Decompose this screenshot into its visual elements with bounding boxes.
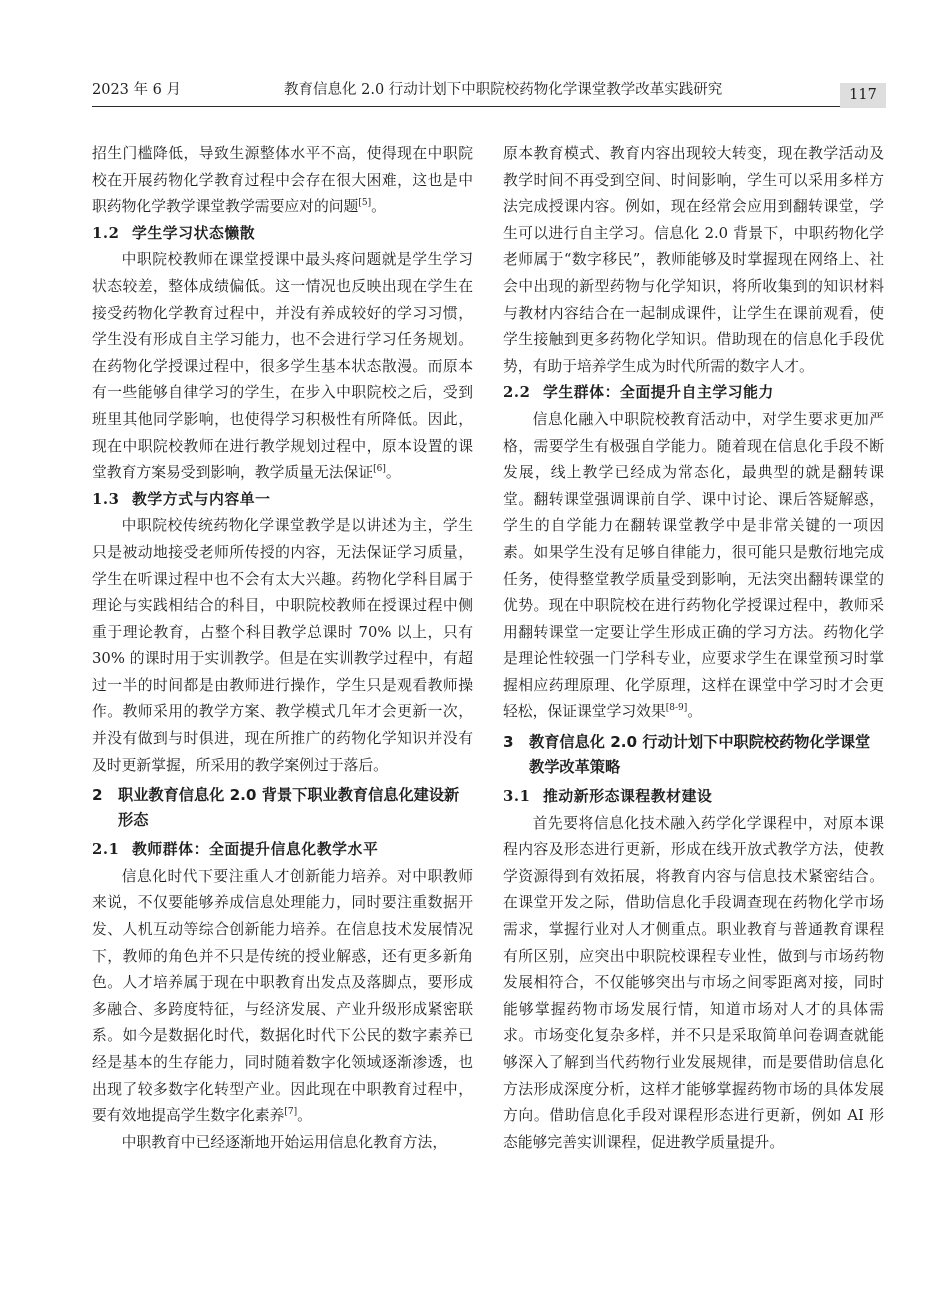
paragraph: 信息化融入中职院校教育活动中，对学生要求更加严格，需要学生有极强自学能力。随着现在信息化手段不断发展，线上教学已经成为常态化，最典型的就是翻转课堂。翻转课堂强调课前自学、课中讨论、课后答疑解惑，学生的自学能力在翻转课堂教学中是非常关键的一项因素。如果学生没有足够自律能力，很可能只是敷衍地完成任务，使得整堂教学质量受到影响，无法突出翻转课堂的优势。现在中职院校在进行药物化学授课过程中，教师采用翻转课堂一定要让学生形成正确的学习方法。药物化学是理论性较强一门学科专业，应要求学生在课堂预习时掌握相应药理原理、化学原理，这样在课堂中学习时才会更轻松，保证课堂学习效果[8-9]。 xyxy=(503,410,884,721)
citation: [5] xyxy=(358,198,372,209)
header-rule xyxy=(92,106,840,107)
section-heading xyxy=(92,221,473,248)
section-heading xyxy=(503,784,884,811)
paragraph-text: 信息化融入中职院校教育活动中，对学生要求更加严格，需要学生有极强自学能力。随着现在信息化手段不断发展，线上教学已经成为常态化，最典型的就是翻转课堂。翻转课堂强调课前自学、课中讨论、课后答疑解惑，学生的自学能力在翻转课堂教学中是非常关键的一项因素。如果学生没有足够自律能力，很可能只是敷衍地完成任务，使得整堂教学质量受到影响，无法突出翻转课堂的优势。现在中职院校在进行药物化学授课过程中，教师采用翻转课堂一定要让学生形成正确的学习方法。药物化学是理论性较强一门学科专业，应要求学生在课堂预习时掌握相应药理原理、化学原理，这样在课堂中学习时才会更轻松，保证课堂学习效果 xyxy=(503,410,884,721)
header-title: 教育信息化 2.0 行动计划下中职院校药物化学课堂教学改革实践研究 xyxy=(284,82,723,98)
section-title: 教师群体：全面提升信息化教学水平 xyxy=(132,841,379,859)
citation: [7] xyxy=(284,1107,298,1118)
chapter-heading xyxy=(92,783,473,833)
section-number: 1.3 xyxy=(92,490,120,508)
chapter-number: 3 xyxy=(503,733,514,752)
page-header xyxy=(0,0,950,112)
section-number: 3.1 xyxy=(503,788,531,806)
right-column xyxy=(503,141,884,1156)
section-title: 教学方式与内容单一 xyxy=(132,490,271,508)
paragraph: 原本教育模式、教育内容出现较大转变，现在教学活动及教学时间不再受到空间、时间影响，学生可以采用多样方法完成授课内容。例如，现在经常会应用到翻转课堂，学生可以进行自主学习。信息化 2.0 背景下，中职药物化学老师属于“数字移民”，教师能够及时掌握现在网络上、社会中出现的新型药物与化学知识，将所收集到的知识材料与教材内容结合在一起制成课件，让学生在课前观看，使学生接触到更多药物化学知识。借助现在的信息化手段优势，有助于培养学生成为时代所需的数字人才。 xyxy=(503,145,884,375)
section-title: 学生群体：全面提升自主学习能力 xyxy=(543,384,774,402)
citation: [6] xyxy=(373,464,386,475)
paragraph: 招生门槛降低，导致生源整体水平不高，使得现在中职院校在开展药物化学教育过程中会存在很大困难，这也是中职药物化学教学课堂教学需要应对的问题[5]。 xyxy=(92,145,473,216)
section-heading xyxy=(503,380,884,407)
paragraph: 信息化时代下要注重人才创新能力培养。对中职教师来说，不仅要能够养成信息处理能力，同时要注重数据开发、人机互动等综合创新能力培养。在信息技术发展情况下，教师的角色并不只是传统的授业解惑，还有更多新角色。人才培养属于现在中职教育出发点及落脚点，要形成多融合、多跨度特征，与经济发展、产业升级形成紧密联系。如今是数据化时代，数据化时代下公民的数字素养已经是基本的生存能力，同时随着数字化领域逐渐渗透，也出现了较多数字化转型产业。因此现在中职教育过程中，要有效地提高学生数字化素养[7]。 xyxy=(92,867,473,1125)
chapter-heading xyxy=(503,730,884,780)
paragraph-text: 信息化时代下要注重人才创新能力培养。对中职教师来说，不仅要能够养成信息处理能力，同时要注重数据开发、人机互动等综合创新能力培养。在信息技术发展情况下，教师的角色并不只是传统的授业解惑，还有更多新角色。人才培养属于现在中职教育出发点及落脚点，要形成多融合、多跨度特征，与经济发展、产业升级形成紧密联系。如今是数据化时代，数据化时代下公民的数字素养已经是基本的生存能力，同时随着数字化领域逐渐渗透，也出现了较多数字化转型产业。因此现在中职教育过程中，要有效地提高学生数字化素养 xyxy=(92,867,473,1125)
paragraph: 中职院校教师在课堂授课中最头疼问题就是学生学习状态较差，整体成绩偏低。这一情况也反映出现在学生在接受药物化学教育过程中，并没有养成较好的学习习惯，学生没有形成自主学习能力，也不会进行学习任务规划。在药物化学授课过程中，很多学生基本状态散漫。而原本有一些能够自律学习的学生，在步入中职院校之后，受到班里其他同学影响，也使得学习积极性有所降低。因此，现在中职院校教师在进行教学规划过程中，原本设置的课堂教育方案易受到影响，教学质量无法保证[6]。 xyxy=(92,251,473,482)
section-title: 学生学习状态懒散 xyxy=(132,224,256,242)
paragraph: 中职院校传统药物化学课堂教学是以讲述为主，学生只是被动地接受老师所传授的内容，无法保证学习质量，学生在听课过程中也不会有太大兴趣。药物化学科目属于理论与实践相结合的科目，中职院校教师在授课过程中侧重于理论教育，占整个科目教学总课时 70% 以上，只有 30% 的课时用于实训教学。但是在实训教学过程中，有超过一半的时间都是由教师进行操作，学生只是观看教师操作。教师采用的教学方案、教学模式几年才会更新一次，并没有做到与时俱进，现在所推广的药物化学知识并没有及时更新掌握，所采用的教学案例过于落后。 xyxy=(92,517,473,774)
chapter-number: 2 xyxy=(92,786,103,805)
paragraph-text: 中职院校教师在课堂授课中最头疼问题就是学生学习状态较差，整体成绩偏低。这一情况也反映出现在学生在接受药物化学教育过程中，并没有养成较好的学习习惯，学生没有形成自主学习能力，也不会进行学习任务规划。在药物化学授课过程中，很多学生基本状态散漫。而原本有一些能够自律学习的学生，在步入中职院校之后，受到班里其他同学影响，也使得学习积极性有所降低。因此，现在中职院校教师在进行教学规划过程中，原本设置的课堂教育方案易受到影响，教学质量无法保证 xyxy=(92,251,473,482)
section-heading xyxy=(92,837,473,864)
chapter-title: 职业教育信息化 2.0 背景下职业教育信息化建设新形态 xyxy=(118,786,460,830)
section-number: 2.1 xyxy=(92,841,120,859)
citation: [8-9] xyxy=(665,703,688,714)
section-number: 1.2 xyxy=(92,224,120,242)
section-title: 推动新形态课程教材建设 xyxy=(543,788,713,806)
header-date: 2023 年 6 月 xyxy=(92,82,181,98)
chapter-title: 教育信息化 2.0 行动计划下中职院校药物化学课堂教学改革策略 xyxy=(529,733,871,777)
section-heading xyxy=(92,487,473,514)
left-column xyxy=(92,141,473,1156)
section-number: 2.2 xyxy=(503,384,531,402)
paragraph: 首先要将信息化技术融入药学化学课程中，对原本课程内容及形态进行更新，形成在线开放式教学方法，使教学资源得到有效拓展，将教育内容与信息技术紧密结合。在课堂开发之际，借助信息化手段调查现在药物化学市场需求，掌握行业对人才侧重点。职业教育与普通教育课程有所区别，应突出中职院校课程专业性，做到与市场药物发展相符合，不仅能够突出与市场之间零距离对接，同时能够掌握药物市场发展行情，知道市场对人才的具体需求。市场变化复杂多样，并不只是采取简单问卷调查就能够深入了解到当代药物行业发展规律，而是要借助信息化方法形成深度分析，这样才能够掌握药物市场的具体发展方向。借助信息化手段对课程形态进行更新，例如 AI 形态能够完善实训课程，促进教学质量提升。 xyxy=(503,814,884,1151)
page-number: 117 xyxy=(840,83,886,108)
paragraph: 中职教育中已经逐渐地开始运用信息化教育方法， xyxy=(121,1133,448,1151)
paragraph-text: 招生门槛降低，导致生源整体水平不高，使得现在中职院校在开展药物化学教育过程中会存在很大困难，这也是中职药物化学教学课堂教学需要应对的问题 xyxy=(92,145,473,216)
